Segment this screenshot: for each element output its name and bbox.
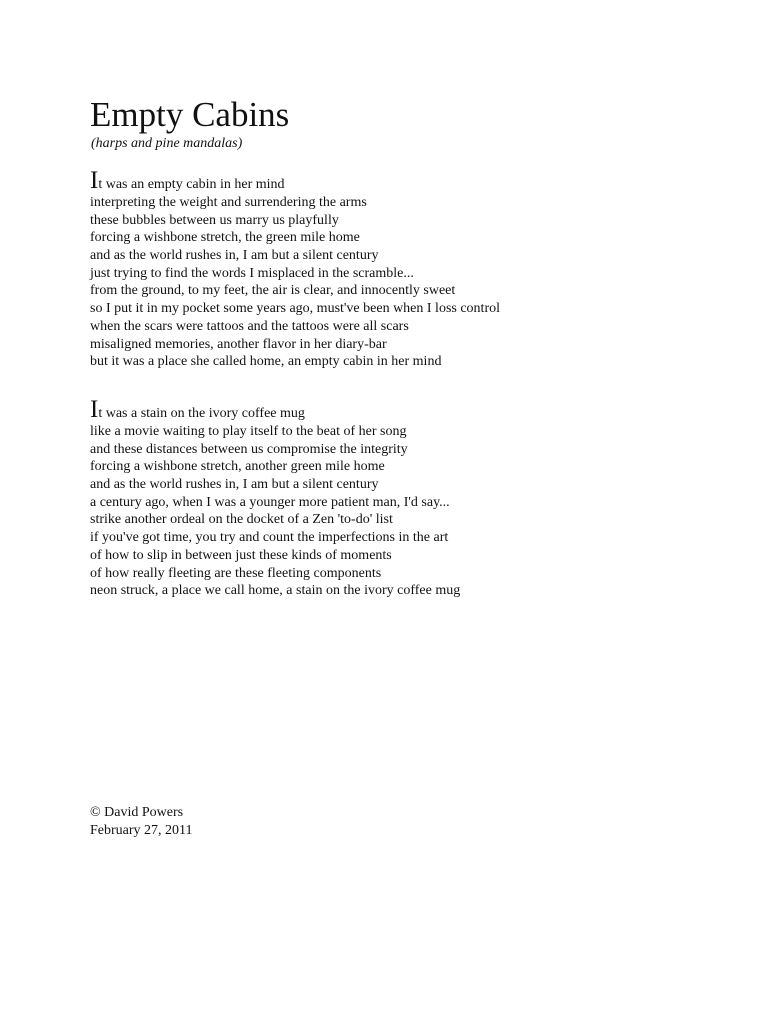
poem-line: but it was a place she called home, an empty cabin in her mind	[90, 354, 442, 370]
poem-date: February 27, 2011	[90, 823, 193, 838]
poem-line: if you've got time, you try and count the imperfections in the art	[90, 530, 449, 546]
first-line-text: t was an empty cabin in her mind	[98, 177, 285, 192]
first-line-text: t was a stain on the ivory coffee mug	[98, 406, 305, 421]
poem-line: forcing a wishbone stretch, another green mile home	[90, 459, 385, 475]
poem-line: so I put it in my pocket some years ago, must've been when I loss control	[90, 301, 500, 317]
drop-cap: I	[90, 167, 99, 194]
poem-title: Empty Cabins	[90, 95, 290, 134]
stanza-2-first-line	[90, 397, 710, 423]
poem-line: and as the world rushes in, I am but a silent century	[90, 477, 379, 493]
poem-line: interpreting the weight and surrendering the arms	[90, 195, 367, 210]
poem-line: just trying to find the words I misplaced in the scramble...	[90, 265, 414, 281]
poem-line: when the scars were tattoos and the tattoos were all scars	[90, 318, 409, 334]
poem-line: misaligned memories, another flavor in her diary-bar	[90, 336, 387, 352]
footer	[90, 804, 193, 840]
stanza-2	[90, 397, 710, 600]
poem-line: these bubbles between us marry us playfully	[90, 212, 339, 228]
poem-line: neon struck, a place we call home, a stain on the ivory coffee mug	[90, 583, 461, 599]
poem-line: forcing a wishbone stretch, the green mile home	[90, 230, 360, 246]
poem-line: and as the world rushes in, I am but a silent century	[90, 248, 379, 264]
copyright-notice: © David Powers	[90, 805, 184, 820]
poem-line: of how to slip in between just these kinds of moments	[90, 547, 392, 563]
poem-line: from the ground, to my feet, the air is clear, and innocently sweet	[90, 283, 456, 299]
poem-line: of how really fleeting are these fleeting components	[90, 565, 382, 581]
poem-line: strike another ordeal on the docket of a Zen 'to-do' list	[90, 512, 393, 528]
poem-subtitle: (harps and pine mandalas)	[91, 136, 243, 151]
poem-line: a century ago, when I was a younger more patient man, I'd say...	[90, 494, 450, 510]
stanza-1-first-line	[90, 168, 710, 194]
drop-cap: I	[90, 396, 99, 423]
poem-line: and these distances between us compromise the integrity	[90, 441, 408, 457]
poem-line: like a movie waiting to play itself to the beat of her song	[90, 424, 407, 439]
stanza-1	[90, 168, 710, 371]
